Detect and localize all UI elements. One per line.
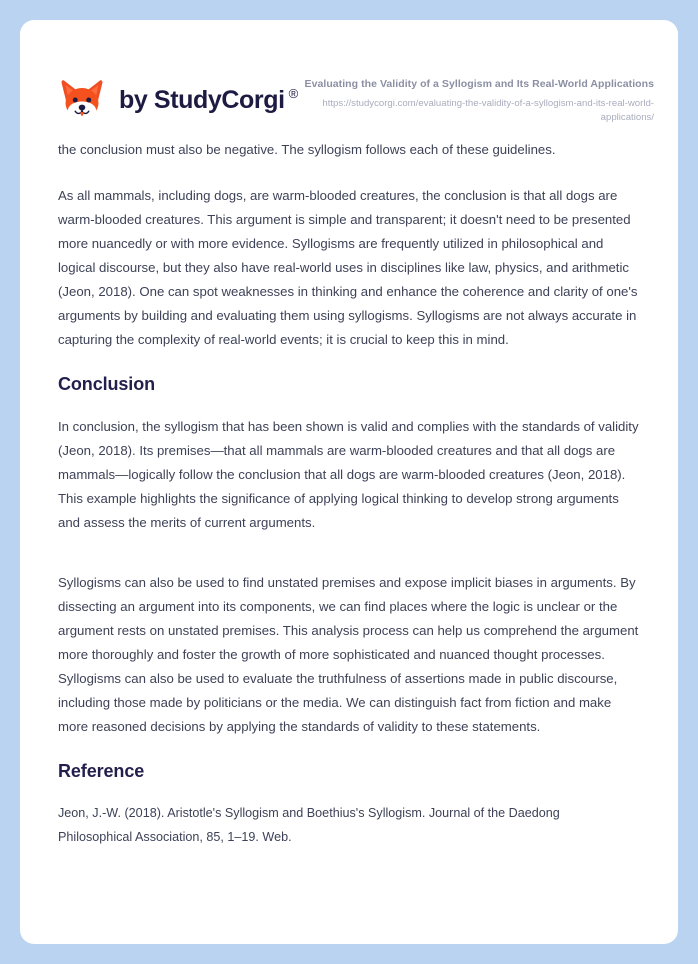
document-card — [20, 20, 678, 944]
corgi-logo-icon — [58, 76, 106, 124]
paragraph-conclusion-summary: In conclusion, the syllogism that has been shown is valid and complies with the standards of validity (Jeon, 2018). Its premises—that all mammals are warm-blooded creatures and that all dogs are mammals—logically follow the conclusion that all dogs are warm-blooded creatures (Jeon, 2018). This example highlights the significance of applying logical thinking to develop strong arguments and assess the merits of current arguments. — [58, 418, 639, 530]
paragraph-mammals-argument: As all mammals, including dogs, are warm-blooded creatures, the conclusion is that all dogs are warm-blooded creatures. This argument is simple and transparent; it doesn't need to be presented more nuancedly or with more evidence. Syllogisms are frequently utilized in philosophical and logical discourse, but they also have real-world uses in disciplines like law, physics, and arithmetic (Jeon, 2018). One can spot weaknesses in thinking and enhance the coherence and clarity of one's arguments by building and evaluating them using syllogisms. Syllogisms are not always accurate in capturing the complexity of real-world events; it is crucial to keep this in mind. — [58, 188, 638, 347]
paragraph-spacer — [58, 557, 640, 571]
header-document-meta — [302, 75, 654, 125]
site-header — [20, 20, 678, 138]
heading-conclusion: Conclusion — [58, 374, 155, 394]
paragraph-continuation: the conclusion must also be negative. The syllogism follows each of these guidelines. — [58, 142, 556, 157]
registered-trademark-icon: ® — [288, 85, 298, 101]
document-title: Evaluating the Validity of a Syllogism and Its Real-World Applications — [304, 78, 654, 91]
brand-wordmark — [119, 85, 298, 114]
heading-reference: Reference — [58, 760, 145, 781]
brand-logo-block[interactable] — [58, 76, 298, 124]
document-url[interactable]: https://studycorgi.com/evaluating-the-validity-of-a-syllogism-and-its-real-world-applications/ — [322, 98, 654, 123]
reference-entry: Jeon, J.-W. (2018). Aristotle's Syllogism and Boethius's Syllogism. Journal of the Daedong Philosophical Association, 85, 1–19. Web. — [58, 806, 560, 845]
brand-name-text: by StudyCorgi — [119, 85, 285, 114]
paragraph-unstated-premises: Syllogisms can also be used to find unstated premises and expose implicit biases in arguments. By dissecting an argument into its components, we can find places where the logic is unclear or the argument rests on unstated premises. This analysis process can help us comprehend the argument more thoroughly and foster the growth of more sophisticated and nuanced thought processes. Syllogisms can also be used to evaluate the truthfulness of assertions made in public discourse, including those made by politicians or the media. We can distinguish fact from fiction and make more reasoned decisions by applying the standards of validity to these statements. — [58, 574, 639, 734]
article-body — [20, 138, 678, 849]
